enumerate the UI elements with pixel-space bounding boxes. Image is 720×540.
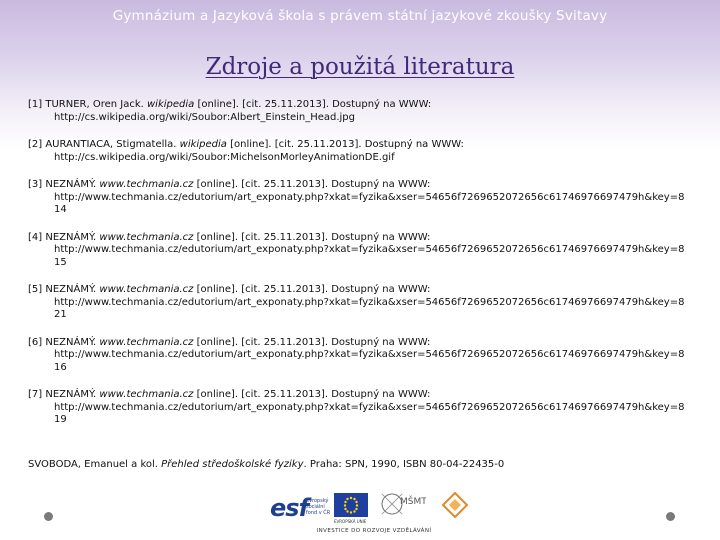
eu-logo-text: EVROPSKÁ UNIE bbox=[334, 519, 367, 524]
reference-citation: [online]. [cit. 25.11.2013]. Dostupný na WWW: bbox=[193, 231, 431, 243]
reference-item bbox=[28, 232, 708, 270]
reference-source: www.techmania.cz bbox=[99, 389, 194, 400]
reference-author: [5] NEZNÁMÝ. bbox=[28, 284, 100, 295]
reference-author: [4] NEZNÁMÝ. bbox=[28, 231, 100, 243]
reference-url-continued: 14 bbox=[54, 204, 67, 215]
reference-citation: [online]. [cit. 25.11.2013]. Dostupný na WWW: bbox=[193, 389, 431, 400]
reference-line bbox=[28, 337, 708, 350]
msmt-logo bbox=[378, 490, 426, 526]
reference-author: [3] NEZNÁMÝ. bbox=[28, 179, 100, 190]
reference-url: http://cs.wikipedia.org/wiki/Soubor:MichelsonMorleyAnimationDE.gif bbox=[54, 151, 395, 163]
reference-url-continued: 15 bbox=[54, 256, 67, 268]
book-reference bbox=[28, 459, 708, 472]
reference-source: wikipedia bbox=[179, 139, 227, 150]
reference-url-continued: 16 bbox=[54, 361, 67, 373]
slide-title: Zdroje a použitá literatura bbox=[205, 54, 515, 80]
reference-citation: [online]. [cit. 25.11.2013]. Dostupný na WWW: bbox=[194, 99, 432, 110]
reference-author: [2] AURANTIACA, Stigmatella. bbox=[28, 139, 180, 150]
bullet-dot-left bbox=[44, 512, 53, 521]
reference-list bbox=[28, 99, 708, 442]
msmt-logo-icon bbox=[378, 490, 426, 526]
reference-line bbox=[28, 232, 708, 245]
eu-flag-icon bbox=[334, 493, 368, 517]
reference-line bbox=[28, 389, 708, 402]
reference-url: http://www.techmania.cz/edutorium/art_exponaty.php?xkat=fyzika&xser=54656f7269652072656c61746976697479h&key=8 bbox=[54, 296, 685, 308]
reference-url: http://www.techmania.cz/edutorium/art_exponaty.php?xkat=fyzika&xser=54656f7269652072656c61746976697479h&key=8 bbox=[54, 244, 685, 255]
svg-text:MŠMT: MŠMT bbox=[400, 497, 426, 507]
bullet-dot-right bbox=[666, 512, 675, 521]
school-header: Gymnázium a Jazyková škola s právem státní jazykové zkoušky Svitavy bbox=[112, 8, 608, 24]
reference-line bbox=[28, 284, 708, 297]
reference-citation: [online]. [cit. 25.11.2013]. Dostupný na WWW: bbox=[226, 139, 464, 150]
reference-url-continued: 19 bbox=[54, 414, 67, 425]
reference-item bbox=[28, 139, 708, 164]
reference-item bbox=[28, 284, 708, 322]
eu-stars-icon bbox=[334, 493, 368, 517]
reference-source: wikipedia bbox=[146, 99, 195, 110]
reference-citation: [online]. [cit. 25.11.2013]. Dostupný na WWW: bbox=[193, 284, 431, 295]
reference-citation: [online]. [cit. 25.11.2013]. Dostupný na WWW: bbox=[193, 336, 431, 348]
esf-logo-text: evropský sociální fond v ČR bbox=[306, 498, 331, 516]
reference-url: http://www.techmania.cz/edutorium/art_exponaty.php?xkat=fyzika&xser=54656f7269652072656c61746976697479h&key=8 bbox=[54, 349, 685, 360]
reference-item bbox=[28, 179, 708, 217]
reference-item bbox=[28, 99, 708, 124]
book-publisher: . Praha: SPN, 1990, ISBN 80-04-22435-0 bbox=[303, 459, 505, 470]
reference-author: [6] NEZNÁMÝ. bbox=[28, 336, 100, 348]
reference-line bbox=[28, 99, 708, 112]
reference-url: http://cs.wikipedia.org/wiki/Soubor:Albert_Einstein_Head.jpg bbox=[54, 111, 356, 123]
reference-url-continued: 21 bbox=[54, 309, 67, 320]
reference-line bbox=[28, 139, 708, 152]
reference-author: [1] TURNER, Oren Jack. bbox=[28, 99, 147, 110]
reference-item bbox=[28, 389, 708, 427]
reference-url: http://www.techmania.cz/edutorium/art_exponaty.php?xkat=fyzika&xser=54656f7269652072656c61746976697479h&key=8 bbox=[54, 191, 685, 203]
reference-citation: [online]. [cit. 25.11.2013]. Dostupný na WWW: bbox=[193, 179, 431, 190]
funding-logos bbox=[262, 490, 482, 540]
reference-author: [7] NEZNÁMÝ. bbox=[28, 389, 100, 400]
footer-caption: INVESTICE DO ROZVOJE VZDĚLÁVÁNÍ bbox=[316, 528, 432, 534]
esf-logo: esf bbox=[270, 494, 309, 522]
reference-source: www.techmania.cz bbox=[99, 284, 194, 295]
book-title: Přehled středoškolské fyziky bbox=[161, 459, 304, 470]
reference-item bbox=[28, 337, 708, 375]
reference-source: www.techmania.cz bbox=[99, 179, 194, 190]
reference-url: http://www.techmania.cz/edutorium/art_exponaty.php?xkat=fyzika&xser=54656f7269652072656c61746976697479h&key=8 bbox=[54, 401, 685, 413]
book-author: SVOBODA, Emanuel a kol. bbox=[28, 459, 162, 470]
reference-line bbox=[28, 179, 708, 192]
reference-source: www.techmania.cz bbox=[99, 336, 194, 348]
reference-source: www.techmania.cz bbox=[99, 231, 194, 243]
op-vk-logo-icon bbox=[442, 492, 468, 518]
